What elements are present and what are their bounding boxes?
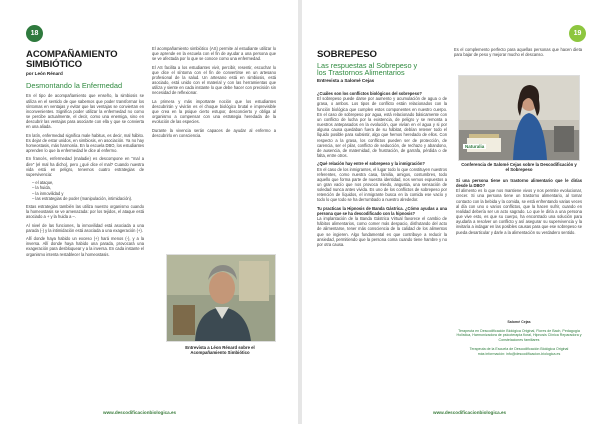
subtitle-line-2: los Trastornos Alimentarios (317, 68, 405, 78)
paragraph: El AS facilita a los estudiantes vivir, percibir, resentir, escuchar lo que dice el síntoma con el fin de convertirse en un artesano profesional de la salud. Un artesano está en simbiosis, está asociado, está unido con el material y con las herramientas que utiliza y siente en cada instante lo que debe hacer con precisión sin necesidad de reflexionar. (152, 64, 276, 96)
paragraph: En latín, enfermedad significa male habitus, es decir, mal hábito. Es dejar de estar unidos, en simbiosis, en asociación. Ya no hay homeostasis, más harmonía. En la escuela DBO, los estudiantes aprenden lo que la enfermedad le dice al enfermo. (26, 132, 144, 154)
paragraph: Al nivel de las funciones, la inmovilidad está asociada a una parada (-) y la intimidación está asociada a una exageración (+). (26, 222, 144, 233)
article-subtitle: Desmontando la Enfermedad (26, 80, 123, 90)
question: ¿Qué relación hay entre el sobrepeso y la inmigración? (317, 161, 425, 167)
list-item: – las estrategias de poder (manipulación, intimidación). (32, 195, 133, 201)
paragraph: En el tipo de acompañamiento que enseño, la simbiosis se utiliza en el sentido de que sabemos que poder transformar los síntomas en ventajas y evitar que las ventajas se conviertan en inconvenientes. Significa poder utilizar la enfermedad no como se percibe actualmente, el decir, como una enemiga, sino en descubrir las ventajas para asociarte con ella y que se convierta en una aliada. (26, 93, 144, 130)
list-item: – la huida, (32, 185, 51, 191)
right-column-2b (456, 178, 582, 238)
right-column-1 (317, 50, 447, 250)
right-column-2 (454, 47, 582, 61)
list-item: – el ataque, (32, 180, 54, 186)
title-line-2: SIMBIÓTICO (26, 58, 83, 70)
paragraph: Es el complemento perfecto para aquellas personas que hacen dieta para bajar de peso y mejorar mucho el descanso. (454, 47, 582, 58)
speaker-photo (166, 254, 276, 342)
bio-email-link[interactable]: más información: info@descodificacion-biologica.es (477, 351, 561, 356)
paragraph: Allí donde haya habido un exceso (+) hará menos (-), y a la inversa. Allí donde haya habido una parada, provocará una exageración para desbloquear y a la inversa. En cada instante el organismo intenta restablecer la homeostasis. (26, 236, 144, 257)
list-item: – la inmovilidad y (32, 190, 64, 196)
conference-photo (458, 75, 580, 161)
page-number-badge: 19 (569, 25, 586, 42)
left-page (0, 0, 298, 424)
bio-credentials: Terapeuta en Descodificación Biológica Original, Flores de Bach, Pedagogía Holística, Harmonizadora de psicoterapia floral, Hipnosis Clínica Reparadora y Constelaciones familiares (456, 328, 582, 343)
photo-caption: Conferencia de Salomé Cejas sobre la Descodificación y el Sobrepeso (461, 162, 577, 173)
bio-school: Terapeuta de la Escuela de Descodificación Biológica Original (469, 346, 569, 351)
question: ¿Cuáles son los conflictos biológicos del sobrepeso? (317, 91, 422, 97)
paragraph: La primera y más importante noción que los estudiantes descubrirán y vivirán es el choque biológico brutal e imprevisible que crea en la psique cierto estupor, desconcierto y obliga al organismo a compensar con una estrategia heredada de la evolución de las especies. (152, 98, 276, 125)
article-title: SOBREPESO (317, 49, 377, 60)
left-column-2 (152, 46, 276, 141)
footer-url[interactable]: www.descodificacionbiologica.es (433, 410, 507, 415)
question: Tu practicas la Hipnosis de Banda Gástrica. ¿Cómo ayudas a una persona que se ha descodificado con la hipnosis? (317, 205, 447, 216)
interview-byline: Entrevista a Salomé Cejas (317, 77, 375, 83)
page-number-badge: 18 (26, 25, 43, 42)
right-page (302, 0, 600, 424)
answer: El sobrepeso puede darse por aumento y acumulación de agua o de grasa, o ambos. Los tipos de conflicto están relacionados con la función biológica que cumplen estos componentes en nuestro cuerpo. En el caso de sobrepeso por agua, está relacionado básicamente con un conflicto de lucha por la existencia, de peligro y se remonta a nuestros antepasados en la evolución, que vivían en el agua y si por alguna causa quedaban fuera de su hábitat, debían retener todo el líquido posible para subsistir, algo que hemos heredado de ellos. Con respecto a la grasa, los conflictos pueden ser de protección, de carencia, ser el pilar, conflicto de seducción, de rechazo y abandono, de ausencia, de maternidad, de frustración, de garrafa, pérdida o de falta, entre otros. (317, 96, 447, 159)
strategy-list (32, 180, 144, 201)
answer: La implantación de la Banda Gástrica Virtual favorece el cambio de hábitos alimentarios, como comer más despacio, disfrutando del acto de alimentarse, tener más consciencia de la calidad de los alimentos que se ingieren. Algo fundamental es que contribuye a reducir la ansiedad, permitiendo que la persona coma cuando tiene hambre y no por otra causa. (317, 216, 447, 247)
paragraph: Durante la vivencia serán capaces de ayudar al enfermo a descubrirlo en consciencia. (152, 127, 276, 138)
title-line-1: ACOMPAÑAMIENTO (26, 49, 118, 60)
paragraph: El acompañamiento simbiótico (AS) permite al estudiante utilizar lo que aprende en la escuela con el fin de ayudar a una persona que se ve afectada por lo que se conoce como una enfermedad. (152, 46, 276, 62)
question: Si una persona tiene un trastorno alimentario que le dirías desde la DBO? (456, 178, 582, 189)
man-portrait-icon (167, 255, 275, 341)
author-bio (456, 320, 582, 356)
paragraph: Estas estrategias también las utiliza nuestro organismo cuando la homeostasis se ve amenazada: por los tejidos, el ataque está asociado a + y la huida a –. (26, 203, 144, 220)
left-column-1 (26, 50, 144, 260)
subtitle-line-1: Las respuestas al Sobrepeso y (317, 60, 418, 70)
naturalia-logo: Naturalia (465, 144, 485, 149)
bio-name: Salomé Cejas (507, 320, 531, 324)
article-title (26, 50, 144, 70)
author-byline: por León Rénard (26, 70, 63, 76)
photo-caption: Entrevista a Léon Rénard sobre el Acompañamiento Simbiótico (185, 345, 255, 356)
article-subtitle (317, 62, 447, 77)
footer-url[interactable]: www.descodificacionbiologica.es (103, 410, 177, 415)
answer: El alimento es lo que nos mantiene vivos y nos permite evolucionar, crecer. Si una persona tiene un trastorno alimentario, al tomar contacto con la bebida y la comida, se está enfrentando varias veces al día con uno o varios conflictos, que la hacen sufrir, cuando en realidad debería ser un acto sagrado. Lo que le diría a una persona que vive esto, es que su cuerpo, ha encontrado una solución para ayudarla a resolver un conflicto y así asegurar su supervivencia y la invitaría a indagar en las posibles causas para que ese sobrepeso se pueda desarticular y darle a la alimentación su verdadero sentido. (456, 188, 582, 235)
answer: En el caso de los inmigrantes, el lugar todo lo que constituyen nuestros referentes, como nuestra casa, familia, amigos, costumbres, todo aquello que forma parte de nuestra identidad, nos vemos expuestos a un gran vacío que nos provoca miedo, angustia, una sensación de soledad nunca antes vivida. Es uno de los conflictos de sobrepeso por retención de líquidos, el inmigrante busca en la comida ese vacío y todo lo que todo se ha derrumbado a nuestro alrededor. (317, 166, 447, 203)
paragraph: En francés, enfermedad (maladie) es descompone en "mal a dire" (el mal ha dicho), pero ¿qué dice el mal? Cuando nuestra vida está en peligro, tenemos cuatro estrategias de supervivencia: (26, 156, 144, 177)
